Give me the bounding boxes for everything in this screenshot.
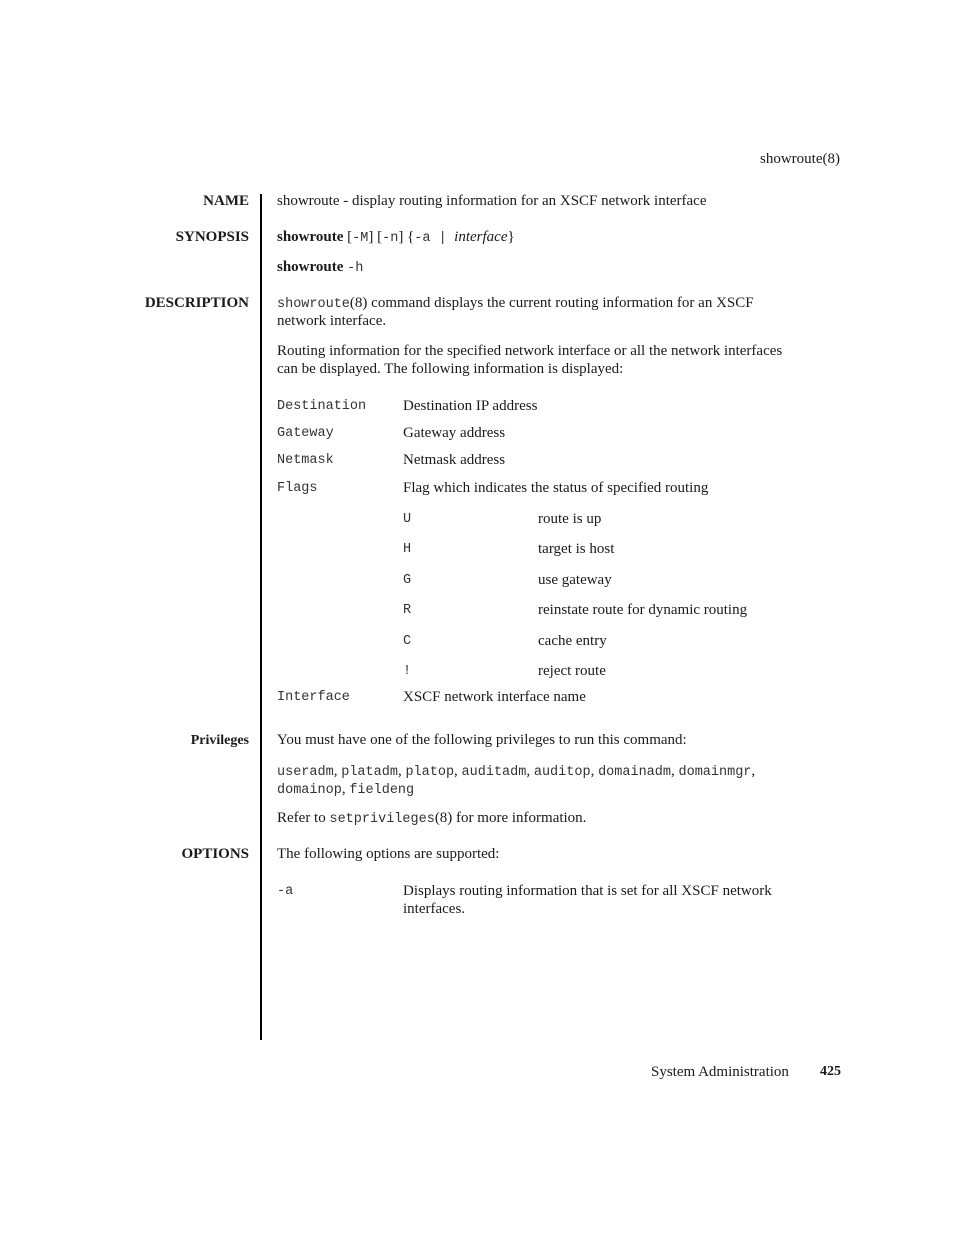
synopsis-line-1 [277,228,515,248]
field-description: Destination IP address [403,398,538,414]
synopsis-argument: interface [454,229,508,245]
field-term: Destination [277,399,367,414]
privileges-list-line-2: domainop, fieldeng [277,781,415,798]
field-term: Interface [277,690,350,705]
synopsis-option-h: -h [347,261,364,276]
flag-code: U [403,512,412,527]
description-text: (8) command displays the current routing information for an XSCF [349,295,754,311]
description-paragraph-2-line-1: Routing information for the specified network interface or all the network interfaces [277,343,783,359]
field-description: XSCF network interface name [403,689,586,705]
field-description: Gateway address [403,425,506,441]
synopsis-option-a: -a | [414,231,447,246]
synopsis-punct: } [507,229,515,245]
flag-code: C [403,634,412,649]
option-description-line-1: Displays routing information that is set for all XSCF network [403,883,772,899]
privilege-name: auditop [533,765,591,780]
privilege-name: useradm [277,765,334,780]
privilege-name: domainop [277,783,342,798]
synopsis-punct: [ [343,229,353,245]
flag-description: cache entry [538,633,607,649]
privilege-name: domainmgr [678,765,752,780]
flag-description: use gateway [538,572,612,588]
privilege-name: fieldeng [349,783,415,798]
description-paragraph-1-line-2: network interface. [277,313,387,329]
refer-text: Refer to [277,810,330,826]
synopsis-option-n: -n [382,231,399,246]
privileges-refer [277,809,586,829]
section-label-options: OPTIONS [181,846,249,862]
flag-code: ! [403,664,412,679]
flag-description: reject route [538,663,606,679]
privileges-list-line-1: useradm, platadm, platop, auditadm, auditop, domainadm, domainmgr, [277,763,756,780]
synopsis-line-2 [277,258,363,278]
privilege-name: platadm [341,765,398,780]
flag-description: target is host [538,541,615,557]
option-description-line-2: interfaces. [403,901,466,917]
description-command: showroute [277,297,350,312]
section-label-description: DESCRIPTION [144,295,249,311]
section-label-privileges: Privileges [190,733,249,748]
synopsis-punct: ] { [398,229,415,245]
field-description: Netmask address [403,452,506,468]
field-term: Gateway [277,426,334,441]
privilege-name: auditadm [461,765,527,780]
flag-code: H [403,542,412,557]
flag-code: G [403,573,412,588]
option-flag: -a [277,884,294,899]
privilege-name: domainadm [598,765,671,780]
refer-command: setprivileges [329,812,435,827]
flag-description: route is up [538,511,602,527]
privileges-intro: You must have one of the following privileges to run this command: [277,732,687,748]
section-divider-rule [260,194,262,1040]
options-intro: The following options are supported: [277,846,500,862]
page-number: 425 [820,1064,841,1079]
flag-description: reinstate route for dynamic routing [538,602,748,618]
section-label-synopsis: SYNOPSIS [175,229,249,245]
field-description: Flag which indicates the status of specified routing [403,480,709,496]
name-text: showroute - display routing information for an XSCF network interface [277,193,707,209]
synopsis-option-M: -M [352,231,369,246]
section-label-name: NAME [203,193,249,209]
field-term: Netmask [277,453,334,468]
description-paragraph-1-line-1 [277,294,754,314]
field-term: Flags [277,481,318,496]
footer-book-title: System Administration [651,1064,789,1080]
running-header: showroute(8) [760,151,840,167]
synopsis-punct: ] [ [368,229,383,245]
synopsis-command: showroute [277,229,344,245]
synopsis-command: showroute [277,259,344,275]
description-paragraph-2-line-2: can be displayed. The following information is displayed: [277,361,624,377]
privilege-name: platop [405,765,455,780]
flag-code: R [403,603,412,618]
refer-text: (8) for more information. [434,810,587,826]
